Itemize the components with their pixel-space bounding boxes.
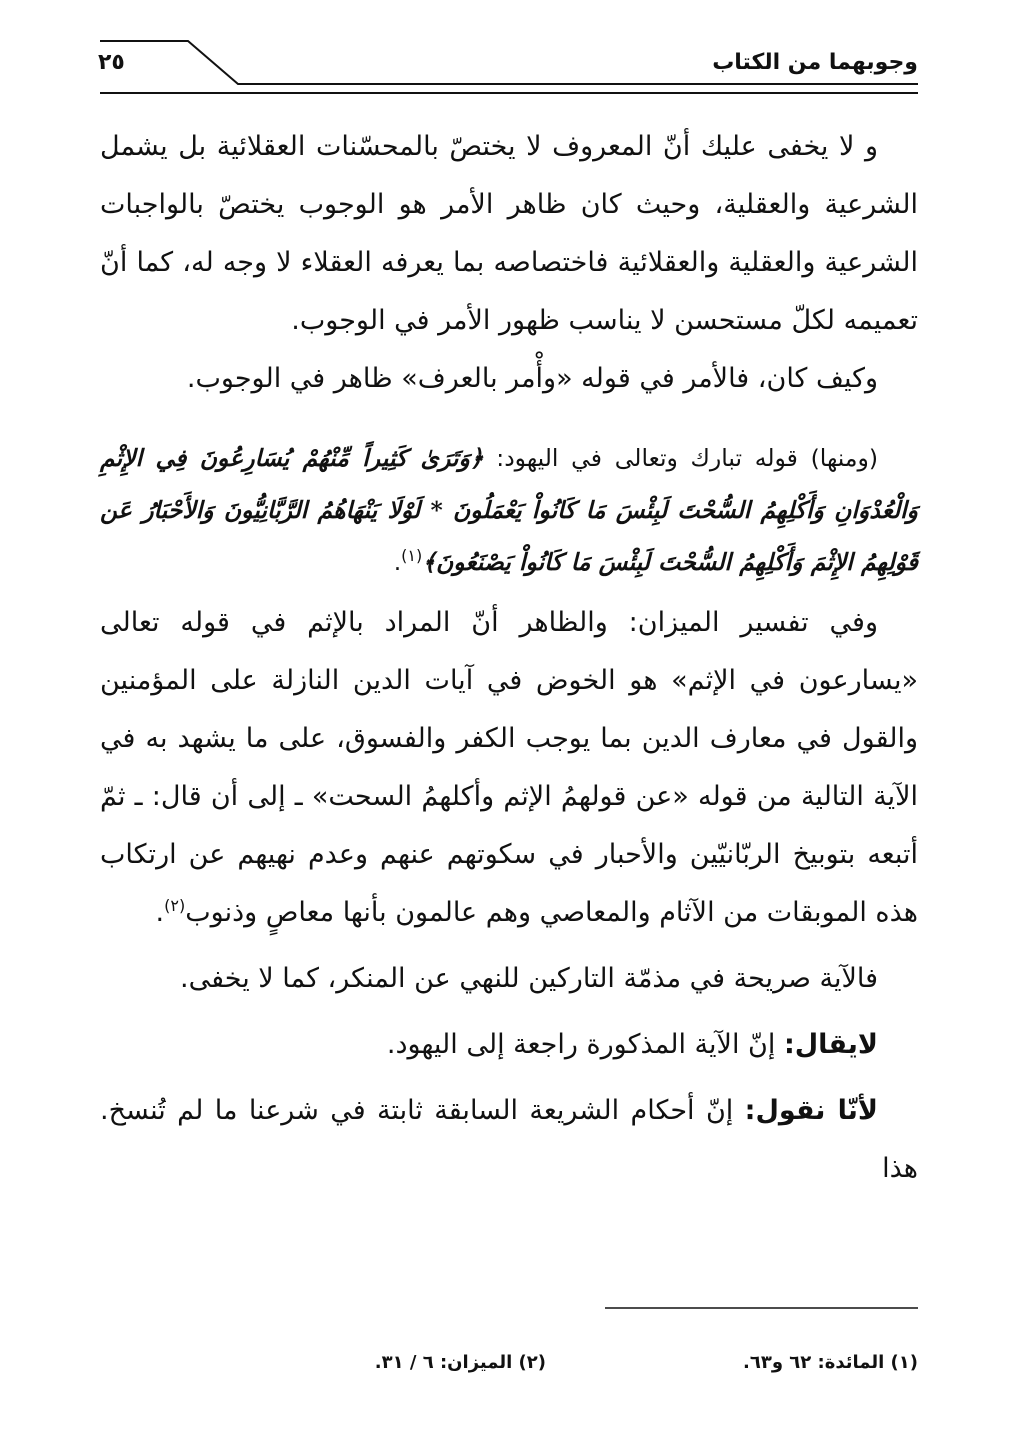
- footnote-ref: (١): [401, 546, 423, 566]
- footnote-1: (١) المائدة: ٦٢ و٦٣.: [742, 1352, 918, 1373]
- reply-label: لأنّا نقول:: [744, 1095, 878, 1126]
- paragraph: [100, 1016, 918, 1074]
- tafsir-quote: وفي تفسير الميزان: والظاهر أنّ المراد بالإثم في قوله تعالى «يسارعون في الإثم» هو الخوض في آيات الدين النازلة على المؤمنين والقول في معارف الدين بما يوجب الكفر والفسوق، على ما يشهد به في الآية التالية من قوله «عن قولهمُ الإثم وأكلهمُ السحت» ـ إلى أن قال: ـ ثمّ أتبعه بتوبيخ الربّانيّين والأحبار في سكوتهم عنهم وعدم نهيهم عن ارتكاب هذه الموبقات من الآثام والمعاصي وهم عالمون بأنها معاصٍ وذنوب: [100, 607, 918, 928]
- intro-text: (ومنها) قوله تبارك وتعالى في اليهود:: [483, 444, 878, 472]
- reply-text: إنّ أحكام الشريعة السابقة ثابتة في شرعنا ما لم تُنسخ. هذا: [100, 1095, 918, 1184]
- paragraph: وكيف كان، فالأمر في قوله «وأْمر بالعرف» ظاهر في الوجوب.: [186, 363, 878, 394]
- paragraph: [100, 1082, 918, 1198]
- header-rule: [0, 0, 1021, 110]
- paragraph: فالآية صريحة في مذمّة التاركين للنهي عن المنكر، كما لا يخفى.: [180, 963, 878, 994]
- footnote-ref: (٢): [164, 896, 186, 915]
- quran-verse: ﴿وَتَرَىٰ كَثِيراً مِّنْهُمْ يُسَارِعُونَ فِي الإِثْمِ وَالْعُدْوَانِ وَأَكْلِهِمُ السُّحْتَ لَبِئْسَ مَا كَانُواْ يَعْمَلُونَ * لَوْلَا يَنْهَاهُمُ الرَّبَّانِيُّونَ وَالأَحْبَارُ عَن قَوْلِهِمُ الإِثْمَ وَأَكْلِهِمُ السُّحْتَ لَبِئْسَ مَا كَانُواْ يَصْنَعُونَ﴾: [100, 444, 918, 576]
- paragraph: و لا يخفى عليك أنّ المعروف لا يختصّ بالمحسّنات العقلائية بل يشمل الشرعية والعقلية، وحيث كان ظاهر الأمر هو الوجوب يختصّ بالواجبات الشرعية والعقلية والعقلائية فاختصاصه بما يعرفه العقلاء لا وجه له، كما أنّ تعميمه لكلّ مستحسن لا يناسب ظهور الأمر في الوجوب.: [100, 131, 918, 336]
- main-text: [100, 118, 918, 1198]
- quran-citation-paragraph: [100, 432, 918, 588]
- objection-text: إنّ الآية المذكورة راجعة إلى اليهود.: [386, 1029, 784, 1060]
- objection-label: لايقال:: [783, 1029, 878, 1060]
- period: .: [155, 897, 165, 928]
- footnote-2: (٢) الميزان: ٦ / ٣١.: [374, 1352, 546, 1373]
- period: .: [393, 548, 402, 576]
- running-header-title: وجوبهما من الكتاب: [712, 50, 918, 75]
- paragraph: [100, 594, 918, 942]
- page-number: ٢٥: [98, 50, 125, 75]
